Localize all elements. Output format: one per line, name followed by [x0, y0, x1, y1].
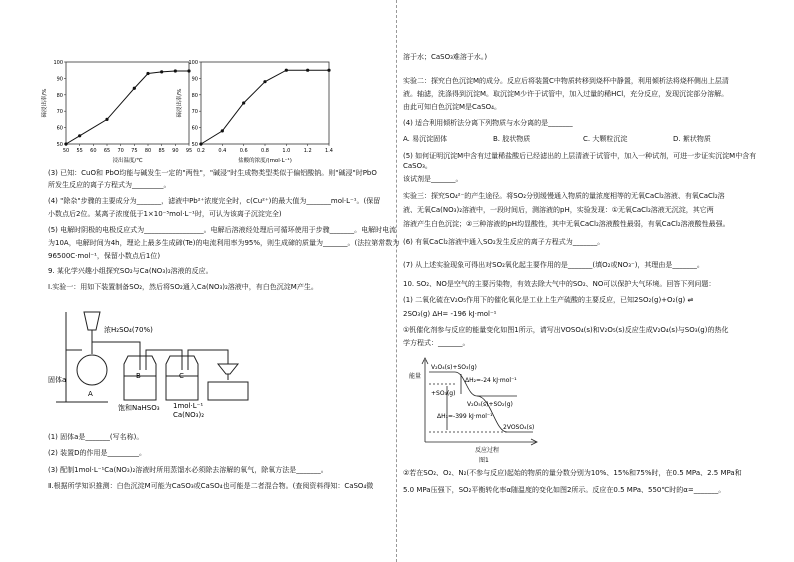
label-c-conc: 1mol·L⁻¹ — [173, 402, 204, 410]
data-point — [146, 72, 149, 75]
q3b-text: (3) 配制1mol·L⁻¹Ca(NO₃)₂溶液时所用蒸馏水必须除去溶解的氧气，除氧方法是_______。 — [48, 466, 328, 474]
y-tick-label: 90 — [191, 76, 198, 83]
x-tick-label: 75 — [131, 148, 138, 154]
r-text-9: 液、无氧Ca(NO₃)₂溶液中，一段时间后，测溶液的pH，实验发现：①无氧CaCl₂溶液无沉淀，其它两 — [403, 206, 714, 214]
right-column — [397, 0, 794, 562]
y-tick-label: 60 — [191, 125, 198, 132]
experiment-1-text: Ⅰ.实验一：用如下装置制备SO₂，然后将SO₂通入Ca(NO₃)₂溶液中，有白色沉淀M产生。 — [48, 283, 318, 291]
part2-text: Ⅱ.根据所学知识推测：白色沉淀M可能为CaSO₃或CaSO₄也可能是二者混合物。(查阅资料得知：CaSO₄微 — [48, 482, 374, 490]
q4-text-1: (4) "除杂"步骤的主要成分为_______，滤液中Pb²⁺浓度完全时，c(Cu²⁺)的最大值为_______mol·L⁻¹。(保留 — [48, 197, 381, 205]
fig-caption: 图1 — [479, 457, 489, 464]
fig-dh2: ΔH₂=-24 kJ·mol⁻¹ — [465, 377, 517, 384]
data-point — [327, 69, 330, 72]
r-text-2: 实验二：探究白色沉淀M的成分。反应后将装置C中物质转移到烧杯中静置，利用倾析法将烧杯侧出上层清 — [403, 77, 729, 85]
r-q4: (4) 适合利用倾析法分离下列物质与水分离的是_______ — [403, 119, 573, 127]
x-tick-label: 95 — [185, 148, 193, 154]
option-b: B. 胶状物质 — [493, 135, 531, 143]
fig-x-label: 反应过程 — [475, 447, 500, 454]
data-point — [133, 87, 136, 90]
fig-level-2: +SO₃(g) — [431, 390, 456, 397]
y-tick-label: 50 — [191, 142, 198, 148]
data-point — [199, 142, 202, 145]
q10-sub2-1: ②若在SO₂、O₂、N₂(不参与反应)起始的物质的量分数分别为10%、15%和75%时，在0.5 MPa、2.5 MPa和 — [403, 469, 742, 477]
x-tick-label: 55 — [76, 148, 83, 154]
fig-y-label: 能量 — [409, 373, 422, 380]
y-tick-label: 60 — [56, 125, 63, 132]
r-text-3: 液。轴滤，洗涤得到沉淀M。取沉淀M少许于试管中，加入过量的稀HCl，充分反应，发现沉淀部分溶解。 — [403, 90, 729, 98]
q9-title: 9. 某化学兴趣小组探究SO₂与Ca(NO₃)₂溶液的反应。 — [48, 267, 213, 275]
option-a: A. 易沉淀固体 — [403, 135, 448, 143]
x-tick-label: 0.2 — [197, 148, 205, 154]
label-conc-h2so4: 浓H₂SO₄(70%) — [104, 326, 153, 334]
data-point — [242, 101, 245, 104]
y-tick-label: 100 — [53, 60, 63, 66]
x-tick-label: 85 — [158, 148, 165, 154]
chart-leaching-temperature — [40, 56, 195, 168]
q5-text-1: (5) 电解时阴极的电极反应式为_________________。电解后溶液经处理后可循环使用于步骤_______。电解时电流 — [48, 226, 397, 234]
r-text-1: 溶于水；CaSO₃难溶于水。) — [403, 53, 488, 61]
q10-sub1-2: 学方程式：_______。 — [403, 339, 470, 347]
y-tick-label: 70 — [56, 109, 63, 116]
x-axis-label: 浸出温度/℃ — [112, 158, 143, 164]
label-c-solution: Ca(NO₃)₂ — [173, 411, 204, 419]
x-tick-label: 80 — [144, 148, 152, 154]
energy-diagram — [407, 352, 557, 464]
data-point — [78, 134, 81, 137]
data-point — [285, 69, 288, 72]
apparatus-diagram — [48, 292, 258, 420]
x-axis-label: 盐酸的浓度/(mol·L⁻¹) — [238, 158, 292, 164]
y-tick-label: 90 — [56, 76, 63, 83]
x-tick-label: 1.0 — [282, 148, 291, 154]
option-d: D. 絮状物质 — [673, 135, 711, 143]
x-tick-label: 0.8 — [261, 148, 269, 154]
r-q6: (6) 有氧CaCl₂溶液中通入SO₂发生反应的离子方程式为_______。 — [403, 238, 605, 246]
r-text-8: 实验三：探究SO₄²⁻的产生途径。将SO₂分别缓慢通入物质的量浓度相等的无氧CaCl₂溶液、有氧CaCl₂溶 — [403, 192, 725, 200]
series-line — [66, 71, 189, 144]
y-tick-label: 70 — [191, 109, 198, 116]
label-a: A — [88, 390, 93, 398]
x-tick-label: 1.2 — [303, 148, 312, 154]
data-point — [105, 118, 108, 121]
y-tick-label: 50 — [56, 142, 63, 148]
y-axis-label: 碲浸出率/% — [42, 88, 48, 118]
q10-title: 10. SO₂、NO是空气的主要污染物，有效去除大气中的SO₂、NO可以保护大气环境。回答下列问题： — [403, 280, 716, 288]
y-tick-label: 100 — [188, 60, 198, 66]
data-point — [263, 80, 266, 83]
y-axis-label: 碲浸出率/% — [177, 88, 183, 118]
chart-hcl-concentration — [175, 56, 335, 168]
option-c: C. 大颗粒沉淀 — [583, 135, 628, 143]
x-tick-label: 0.6 — [239, 148, 248, 154]
q4-text-2: 小数点后2位。某离子浓度低于1×10⁻⁵mol·L⁻¹时，可认为该离子沉淀完全) — [48, 210, 282, 218]
q10-1-text: (1) 二氧化硫在V₂O₅作用下的催化氧化是工业上生产硫酸的主要反应，已知2SO₂(g)+O₂(g) ⇌ — [403, 296, 694, 304]
y-tick-label: 80 — [191, 92, 198, 99]
q10-1-eq: 2SO₃(g) ΔH= -196 kJ·mol⁻¹ — [403, 310, 497, 318]
x-tick-label: 70 — [117, 148, 124, 154]
q5-text-3: 96500C·mol⁻¹，保留小数点后1位) — [48, 252, 161, 260]
r-text-4: 由此可知白色沉淀M是CaSO₄。 — [403, 103, 501, 111]
plot-frame — [66, 62, 189, 144]
q10-sub2-2: 5.0 MPa压强下，SO₂平衡转化率α随温度的变化如图2所示。反应在0.5 MPa、550℃时的α=_______。 — [403, 486, 726, 494]
q2-text: (2) 装置D的作用是_________。 — [48, 449, 147, 457]
q3-text-2: 所发生反应的离子方程式为_________。 — [48, 181, 171, 189]
fig-dh1: ΔH₁=-399 kJ·mol⁻¹ — [437, 413, 493, 420]
data-point — [221, 129, 224, 132]
r-q7: (7) 从上述实验现象可得出对SO₂氧化起主要作用的是_______(填O₂或NO₃⁻)，其理由是_______。 — [403, 261, 704, 269]
fig-level-3: V₂O₅(s)+SO₂(g) — [467, 401, 513, 408]
q1-text: (1) 固体a是_______(写名称)。 — [48, 433, 144, 441]
q3-text-1: (3) 已知：CuO和 PbO均能与碱发生一定的"两性"，"碱浸"时生成物类型类似于偏铝酸钠。则"碱浸"时PbO — [48, 169, 377, 177]
r-q5: (5) 如何证明沉淀M中含有过量稀盐酸后已经滤出的上层清液于试管中，加入一种试剂，可进一步证实沉淀M中含有CaSO₃。 — [403, 152, 757, 170]
label-b: B — [136, 372, 141, 380]
data-point — [160, 70, 163, 73]
data-point — [306, 69, 309, 72]
x-tick-label: 90 — [172, 148, 179, 154]
x-tick-label: 65 — [103, 148, 111, 154]
x-tick-label: 1.4 — [325, 148, 333, 154]
y-tick-label: 80 — [56, 92, 63, 99]
fig-level-1: V₂O₄(s)+SO₃(g) — [431, 364, 477, 371]
r-q5-2: 该试剂是_______。 — [403, 175, 463, 183]
r-text-10: 溶液产生白色沉淀；②三种溶液的pH均显酸性，其中无氧CaCl₂溶液酸性最弱，有氧CaCl₂溶液酸性最强。 — [403, 220, 730, 228]
label-c: C — [179, 372, 184, 380]
label-solid-a: 固体a — [48, 376, 67, 384]
fig-level-4: 2VOSO₄(s) — [503, 424, 535, 431]
q10-sub1: ①钒催化剂参与反应的能量变化如图1所示，请写出VOSO₄(s)和V₂O₅(s)反应生成V₂O₄(s)与SO₃(g)的热化 — [403, 326, 729, 334]
data-point — [64, 142, 67, 145]
x-tick-label: 50 — [62, 148, 70, 154]
x-tick-label: 0.4 — [218, 148, 227, 154]
x-tick-label: 60 — [90, 148, 97, 154]
label-b-solution: 饱和NaHSO₃ — [118, 404, 160, 412]
q5-text-2: 为10A，电解时间为4h，理论上最多生成碲(Te)的电流利用率为95%，则生成碲的质量为_______。(法拉第常数为 — [48, 239, 400, 247]
